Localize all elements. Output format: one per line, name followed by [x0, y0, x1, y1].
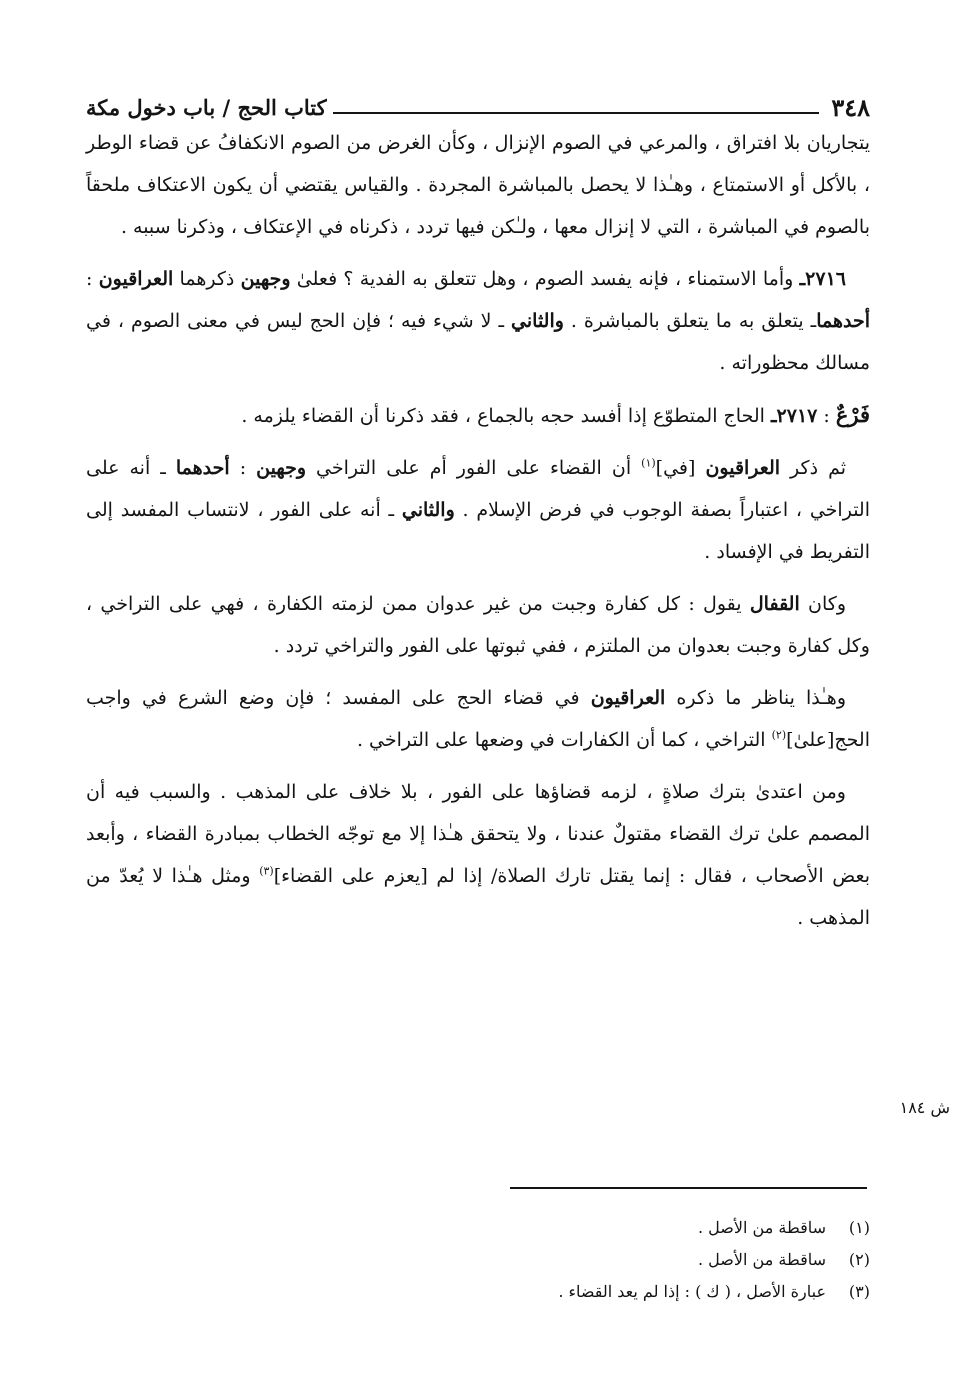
running-title: كتاب الحج / باب دخول مكة — [86, 95, 327, 120]
faraa-heading: فَرْعٌ — [835, 402, 870, 427]
text-run: ومثل هـٰذا لا يُعدّ من المذهب . — [86, 865, 870, 929]
text-run: أن القضاء على الفور أم على التراخي — [306, 457, 642, 479]
paragraph-qaffal — [86, 583, 870, 667]
text-run: ومن اعتدىٰ بترك صلاةٍ ، لزمه قضاؤها على الفور ، بلا خلاف على المذهب . والسبب فيه أن المصمم علىٰ ترك القضاء مقتولٌ عندنا ، ولا يتحقق هـٰذا إلا مع توجّه الخطاب بمبادرة القضاء ، وأبعد بعض الأصحاب ، فقال : إنما يقتل تارك الصلاة/ إذا لم [يعزم على القضاء] — [86, 781, 870, 887]
bold-term: أحدهما — [175, 457, 230, 479]
text-run: الحاج المتطوّع إذا أفسد حجه بالجماع ، فقد ذكرنا أن القضاء يلزمه . — [241, 405, 771, 427]
text-run: ذكرهما — [173, 268, 241, 290]
text-run: ـ أنه على التراخي ، اعتباراً بصفة الوجوب في فرض الإسلام . — [86, 457, 870, 521]
text-run: ثم ذكر — [780, 457, 847, 479]
text-run: : — [817, 405, 836, 427]
footnote-number: (٣) — [848, 1282, 870, 1301]
header-rule — [333, 112, 820, 114]
bold-term: والثاني — [511, 310, 564, 332]
text-run: : — [86, 268, 99, 290]
footnote-number: (١) — [848, 1218, 870, 1237]
footnote-number: (٢) — [848, 1250, 870, 1269]
footnote-item — [370, 1244, 870, 1276]
text-run: وكان — [799, 593, 846, 615]
issue-number: ٢٧١٦ـ — [799, 268, 846, 290]
text-run: ـ لا شيء فيه ؛ فإن الحج ليس في معنى الصوم ، في مسالك محظوراته . — [86, 310, 870, 374]
text-run: [في] — [655, 457, 706, 479]
text-run: وأما الاستمناء ، فإنه يفسد الصوم ، وهل تتعلق به الفدية ؟ فعلىٰ — [290, 268, 800, 290]
paragraph-2716 — [86, 258, 870, 384]
footnote-text: ساقطة من الأصل . — [698, 1250, 826, 1269]
text-run: : — [229, 457, 257, 479]
text-run: التراخي ، كما أن الكفارات في وضعها على التراخي . — [356, 729, 772, 751]
footnote-text: عبارة الأصل ، ( ك ) : إذا لم يعد القضاء . — [558, 1282, 826, 1301]
paragraph-2717 — [86, 394, 870, 437]
text-run: يقول : كل كفارة وجبت من غير عدوان ممن لزمته الكفارة ، فهي على التراخي ، وكل كفارة وجبت بعدوان من الملتزم ، ففي ثبوتها على الفور والتراخي تردد . — [86, 593, 870, 657]
bold-term: العراقيون — [590, 687, 666, 709]
text-run: ـ يتعلق به ما يتعلق بالمباشرة . — [563, 310, 817, 332]
main-text — [86, 122, 870, 939]
footnote-ref[interactable]: (٣) — [259, 864, 274, 878]
running-header — [86, 78, 870, 122]
footnote-item — [370, 1276, 870, 1308]
bold-term: وجهين — [240, 268, 291, 290]
bold-term: أحدهما — [816, 310, 870, 332]
paragraph-prayer — [86, 771, 870, 939]
footnote-ref[interactable]: (١) — [641, 456, 656, 470]
footnote-separator — [510, 1187, 867, 1189]
bold-term: والثاني — [401, 499, 455, 521]
text-run: ـ أنه على الفور ، لانتساب المفسد إلى التفريط في الإفساد . — [86, 499, 870, 563]
page — [86, 78, 870, 1378]
paragraph-analogy — [86, 677, 870, 761]
bold-term: وجهين — [256, 457, 307, 479]
bold-term: العراقيون — [98, 268, 174, 290]
bold-term: القفال — [749, 593, 800, 615]
text-run: في قضاء الحج على المفسد ؛ فإن وضع الشرع في واجب الحج[علىٰ] — [86, 687, 870, 751]
paragraph-iraqiyun — [86, 447, 870, 573]
bold-term: العراقيون — [705, 457, 781, 479]
footnote-item — [370, 1212, 870, 1244]
page-number: ٣٤٨ — [831, 93, 870, 122]
manuscript-folio-note: ش ١٨٤ — [899, 1098, 950, 1117]
footnote-ref[interactable]: (٢) — [771, 728, 787, 742]
footnotes — [370, 1212, 870, 1308]
text-run: وهـٰذا يناظر ما ذكره — [665, 687, 847, 709]
paragraph-continuation — [86, 122, 870, 248]
footnote-text: ساقطة من الأصل . — [698, 1218, 826, 1237]
issue-number: ٢٧١٧ـ — [770, 405, 818, 427]
paragraph-text: يتجاريان بلا افتراق ، والمرعي في الصوم الإنزال ، وكأن الغرض من الصوم الانكفافُ عن قضاء الوطر ، بالأكل أو الاستمتاع ، وهـٰذا لا يحصل بالمباشرة المجردة . والقياس يقتضي أن يكون الاعتكاف ملحقاً بالصوم في المباشرة ، التي لا إنزال معها ، ولـٰكن فيها تردد ، ذكرناه في الإعتكاف ، وذكرنا سببه . — [86, 132, 870, 238]
